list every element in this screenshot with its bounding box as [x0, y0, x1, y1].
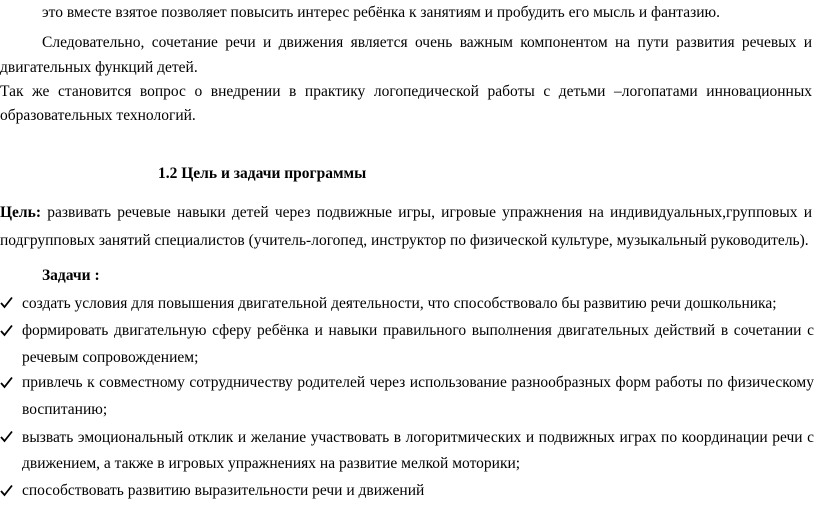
- goal-line-1: [0, 205, 812, 221]
- goal-line-2: подгрупповых занятий специалистов (учитель-логопед, инструктор по физической культуре, музыкальный руководитель).: [0, 232, 809, 249]
- task-item-4-line-1: вызвать эмоциональный отклик и желание участвовать в логоритмических и подвижных играх по координации речи с: [22, 429, 814, 446]
- goal-text-1: развивать речевые навыки детей через подвижные игры, игровые упражнения на индивидуальных,групповых и: [41, 204, 812, 221]
- task-item-3-line-1: привлечь к совместному сотрудничеству родителей через использование разнообразных форм работы по физическому: [22, 374, 814, 391]
- checkmark-icon: [0, 484, 13, 497]
- paragraph-3-line-1: Так же становится вопрос о внедрении в практику логопедической работы с детьми –логопатами инновационных: [0, 83, 812, 100]
- checkmark-icon: [0, 376, 13, 389]
- checkmark-icon: [0, 296, 13, 309]
- goal-label: Цель:: [0, 204, 41, 221]
- checkmark-icon: [0, 324, 13, 337]
- task-item-5-line-1: способствовать развитию выразительности речи и движений: [22, 482, 425, 499]
- paragraph-3-line-2: образовательных технологий.: [0, 107, 196, 124]
- task-item-2-line-2: речевым сопровождением;: [22, 349, 199, 366]
- checkmark-icon: [0, 430, 13, 443]
- intro-line-1: это вместе взятое позволяет повысить интерес ребёнка к занятиям и пробудить его мысль и фантазию.: [42, 4, 720, 21]
- tasks-label: Задачи :: [42, 267, 100, 284]
- task-item-4-line-2: движением, а также в игровых упражнениях на развитие мелкой моторики;: [22, 455, 521, 472]
- task-item-2-line-1: формировать двигательную сферу ребёнка и навыки правильного выполнения двигательных действий в сочетании с: [22, 322, 814, 339]
- task-item-3-line-2: воспитанию;: [22, 401, 108, 418]
- paragraph-2-line-1: Следовательно, сочетание речи и движения является очень важным компонентом на пути развития речевых и: [42, 34, 812, 51]
- paragraph-2-line-2: двигательных функций детей.: [0, 59, 198, 76]
- section-heading: 1.2 Цель и задачи программы: [158, 165, 367, 182]
- task-item-1-line-1: создать условия для повышения двигательной деятельности, что способствовало бы развитию речи дошкольника;: [22, 295, 777, 312]
